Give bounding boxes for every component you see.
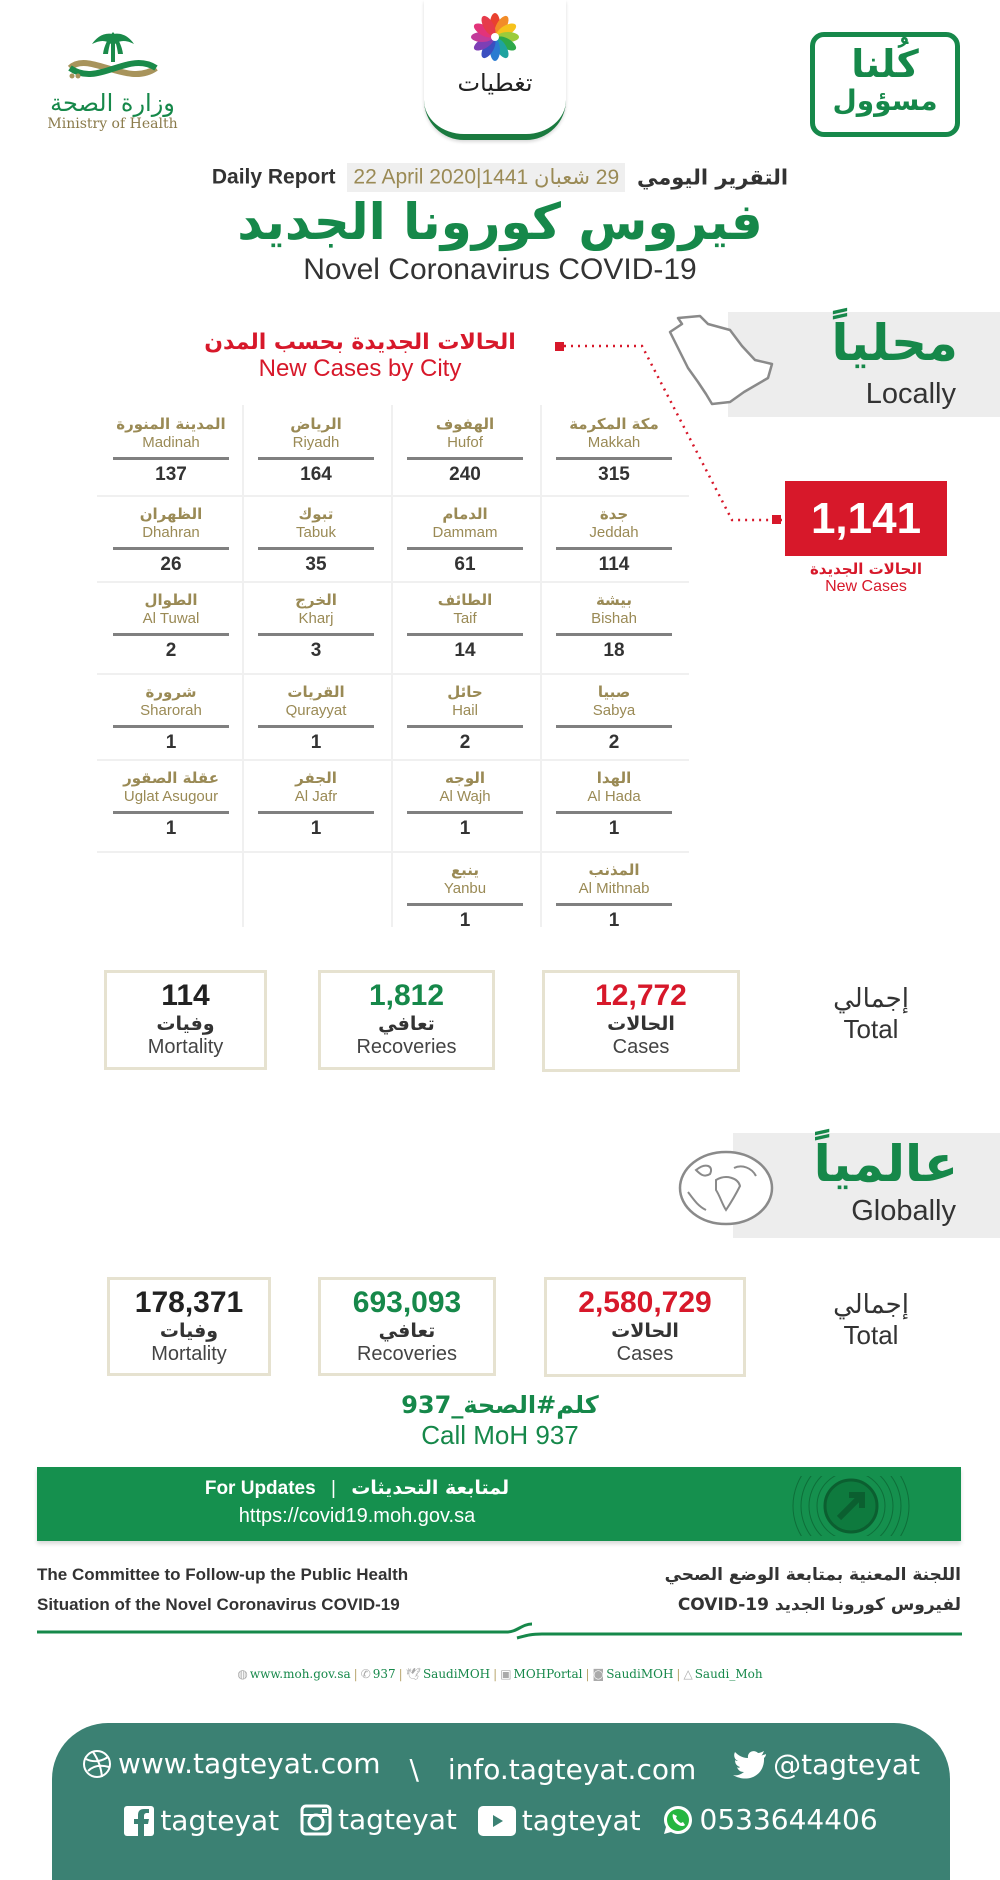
footer-email-text: info.tagteyat.com xyxy=(447,1752,697,1786)
city-new-cases: 35 xyxy=(305,554,327,575)
city-cell xyxy=(391,591,539,663)
global-mortality-ar: وفيات xyxy=(159,1320,219,1342)
local-mortality-value: 114 xyxy=(161,979,210,1012)
committee-en-line1: The Committee to Follow-up the Public Health xyxy=(37,1565,409,1584)
moh-social-label: SaudiMOH xyxy=(606,1667,674,1681)
city-new-cases: 1 xyxy=(165,732,177,753)
globally-title-en: Globally xyxy=(851,1195,956,1227)
city-name-en: Hufof xyxy=(447,434,483,451)
new-cases-label xyxy=(770,560,962,596)
city-name-ar: المذنب xyxy=(588,861,640,879)
city-cell xyxy=(97,591,245,663)
footer-instagram[interactable] xyxy=(300,1803,457,1836)
local-mortality-ar: وفيات xyxy=(156,1013,215,1035)
city-name-en: Al Mithnab xyxy=(578,880,650,897)
date-separator: | xyxy=(476,165,482,189)
city-underline xyxy=(258,811,374,814)
social-separator: | xyxy=(585,1667,590,1681)
city-name-en: Yanbu xyxy=(443,880,487,897)
facebook-icon xyxy=(124,1806,154,1836)
footer-separator: \ xyxy=(409,1752,419,1786)
global-mortality-value: 178,371 xyxy=(134,1286,244,1319)
footer-instagram-text: tagteyat xyxy=(338,1803,457,1836)
city-name-en: Bishah xyxy=(591,610,637,627)
city-name-ar: جدة xyxy=(599,505,629,523)
city-new-cases: 114 xyxy=(598,554,630,575)
arrow-circle-icon xyxy=(791,1476,911,1536)
moh-social-link[interactable] xyxy=(237,1667,350,1681)
city-underline xyxy=(556,811,672,814)
city-cell xyxy=(97,415,245,487)
city-underline xyxy=(407,457,523,460)
footer-twitter-text: @tagteyat xyxy=(773,1748,920,1781)
city-underline xyxy=(113,457,229,460)
updates-banner[interactable] xyxy=(37,1467,961,1541)
city-name-en: Dhahran xyxy=(142,524,200,541)
committee-en-line2: Situation of the Novel Coronavirus COVID-19 xyxy=(37,1595,400,1614)
moh-social-links xyxy=(0,1667,1000,1681)
city-name-ar: الهدا xyxy=(596,769,632,787)
footer-website[interactable] xyxy=(82,1747,381,1780)
city-new-cases: 1 xyxy=(459,818,471,839)
updates-heading xyxy=(37,1477,677,1500)
moh-social-link[interactable] xyxy=(406,1667,490,1681)
city-underline xyxy=(407,811,523,814)
committee-ar-line1: اللجنة المعنية بمتابعة الوضع الصحي xyxy=(664,1565,961,1585)
report-date xyxy=(347,163,625,192)
city-name-en: Kharj xyxy=(298,610,334,627)
city-new-cases: 2 xyxy=(459,732,471,753)
city-underline xyxy=(556,457,672,460)
city-name-ar: الجفر xyxy=(295,769,337,787)
footer-youtube-text: tagteyat xyxy=(521,1804,641,1837)
twitter-icon: 🕊 xyxy=(405,1667,421,1681)
global-total-label xyxy=(806,1290,936,1350)
city-underline xyxy=(258,725,374,728)
city-name-ar: الطائف xyxy=(437,591,493,609)
call-moh xyxy=(0,1390,1000,1450)
footer-whatsapp[interactable] xyxy=(662,1803,878,1836)
city-new-cases: 1 xyxy=(608,818,620,839)
global-mortality-card xyxy=(107,1277,271,1376)
local-cases-ar: الحالات xyxy=(607,1013,675,1035)
city-name-ar: القريات xyxy=(287,683,345,701)
global-total-ar: إجمالي xyxy=(833,1290,909,1320)
moh-social-label: www.moh.gov.sa xyxy=(249,1667,351,1681)
snapchat-icon: △ xyxy=(683,1667,693,1681)
social-separator: | xyxy=(353,1667,358,1681)
city-cell xyxy=(97,769,245,841)
whatsapp-icon xyxy=(662,1804,694,1836)
instagram-icon: ◙ xyxy=(592,1667,605,1681)
city-name-ar: تبوك xyxy=(298,505,334,523)
city-name-en: Taif xyxy=(453,610,477,627)
page-title-en: Novel Coronavirus COVID-19 xyxy=(303,253,697,286)
call-moh-ar: كلم#الصحة_937 xyxy=(401,1391,599,1419)
city-cases-table xyxy=(97,405,689,931)
city-cell xyxy=(391,683,539,755)
global-recoveries-en: Recoveries xyxy=(356,1343,458,1365)
local-total-ar: إجمالي xyxy=(833,984,909,1014)
global-mortality-en: Mortality xyxy=(151,1343,227,1365)
globe-icon xyxy=(676,1148,776,1228)
globe-icon: ◍ xyxy=(237,1667,248,1681)
city-cell xyxy=(242,683,390,755)
city-underline xyxy=(407,903,523,906)
global-cases-ar: الحالات xyxy=(611,1320,679,1342)
city-new-cases: 315 xyxy=(598,464,630,485)
date-hijri: 29 شعبان 1441 xyxy=(481,166,620,189)
for-updates-ar: لمتابعة التحديثات xyxy=(351,1477,510,1499)
city-name-ar: الدمام xyxy=(442,505,488,523)
city-name-ar: الظهران xyxy=(139,505,203,523)
global-recoveries-value: 693,093 xyxy=(352,1286,462,1319)
new-cases-label-en: New Cases xyxy=(825,578,907,595)
local-mortality-en: Mortality xyxy=(147,1036,224,1058)
city-name-ar: مكة المكرمة xyxy=(569,415,659,433)
locally-title-ar: محلياً xyxy=(831,314,958,372)
city-cell xyxy=(540,861,688,933)
committee-en xyxy=(37,1560,517,1620)
city-new-cases: 240 xyxy=(449,464,481,485)
for-updates-en: For Updates xyxy=(204,1478,316,1499)
city-name-en: Hail xyxy=(452,702,478,719)
moh-logo xyxy=(30,28,195,148)
city-underline xyxy=(258,633,374,636)
city-name-en: Sharorah xyxy=(140,702,202,719)
footer-youtube[interactable] xyxy=(478,1804,641,1837)
city-underline xyxy=(113,811,229,814)
instagram-icon xyxy=(300,1804,332,1836)
moh-social-link[interactable] xyxy=(593,1667,674,1681)
city-underline xyxy=(258,547,374,550)
city-underline xyxy=(113,633,229,636)
footer-twitter[interactable] xyxy=(733,1748,920,1781)
local-recoveries-card xyxy=(318,970,495,1070)
daily-report-ar: التقرير اليومي xyxy=(636,165,789,190)
daily-report-en: Daily Report xyxy=(211,165,336,189)
global-recoveries-ar: تعافي xyxy=(378,1320,436,1342)
row-divider xyxy=(97,495,689,497)
moh-name-ar: وزارة الصحة xyxy=(50,89,175,117)
city-name-en: Qurayyat xyxy=(285,702,347,719)
city-name-en: Al Wajh xyxy=(439,788,491,805)
new-cases-by-city-ar: الحالات الجديدة بحسب المدن xyxy=(204,330,516,355)
locally-title-en: Locally xyxy=(865,378,956,410)
city-underline xyxy=(556,547,672,550)
local-recoveries-ar: تعافي xyxy=(378,1013,435,1035)
kulna-masool-logo xyxy=(810,32,960,137)
moh-social-link[interactable] xyxy=(500,1667,582,1681)
youtube-icon: ▣ xyxy=(500,1667,512,1681)
moh-social-link[interactable] xyxy=(361,1667,396,1681)
city-cell xyxy=(540,415,688,487)
city-name-ar: بيشة xyxy=(595,591,633,609)
tagteyat-wordmark: تغطيات xyxy=(457,69,533,97)
city-name-ar: عقلة الصقور xyxy=(123,769,219,787)
row-divider xyxy=(97,673,689,675)
footer-whatsapp-text: 0533644406 xyxy=(699,1803,878,1836)
city-cell xyxy=(391,769,539,841)
city-new-cases: 164 xyxy=(300,464,332,485)
palm-swords-emblem-icon xyxy=(58,28,168,90)
city-new-cases: 18 xyxy=(603,640,625,661)
footer-row-1 xyxy=(52,1747,950,1786)
global-recoveries-card xyxy=(318,1277,496,1376)
moh-social-label: SaudiMOH xyxy=(422,1667,491,1681)
local-mortality-card xyxy=(104,970,267,1070)
city-underline xyxy=(113,547,229,550)
updates-url-link[interactable]: https://covid19.moh.gov.sa xyxy=(238,1505,476,1527)
city-underline xyxy=(556,725,672,728)
page-title-ar: فيروس كورونا الجديد xyxy=(237,193,763,251)
city-name-en: Tabuk xyxy=(295,524,337,541)
moh-social-label: MOHPortal xyxy=(513,1667,583,1681)
city-cell xyxy=(242,415,390,487)
call-moh-en: Call MoH 937 xyxy=(421,1420,579,1450)
city-new-cases: 2 xyxy=(165,640,177,661)
city-new-cases: 2 xyxy=(608,732,620,753)
city-underline xyxy=(407,633,523,636)
city-underline xyxy=(113,725,229,728)
city-name-ar: ينبع xyxy=(450,861,480,879)
new-cases-label-ar: الحالات الجديدة xyxy=(809,560,923,578)
city-name-en: Jeddah xyxy=(589,524,639,541)
footer-row-2 xyxy=(52,1803,950,1843)
city-name-en: Al Jafr xyxy=(294,788,338,805)
youtube-icon xyxy=(478,1806,516,1836)
city-name-en: Madinah xyxy=(142,434,200,451)
local-total-en: Total xyxy=(843,1014,899,1044)
city-underline xyxy=(258,457,374,460)
city-name-ar: حائل xyxy=(447,683,483,701)
city-name-en: Dammam xyxy=(432,524,498,541)
city-cell xyxy=(540,505,688,577)
new-cases-total: 1,141 xyxy=(785,481,947,556)
city-new-cases: 1 xyxy=(310,732,322,753)
date-gregorian: 22 April 2020 xyxy=(353,165,477,189)
city-new-cases: 61 xyxy=(454,554,476,575)
moh-social-label: 937 xyxy=(372,1667,396,1681)
city-cell xyxy=(242,769,390,841)
city-cell xyxy=(391,861,539,933)
city-cell xyxy=(97,505,245,577)
city-new-cases: 137 xyxy=(155,464,187,485)
city-new-cases: 1 xyxy=(608,910,620,931)
footer-email[interactable] xyxy=(448,1753,696,1786)
city-underline xyxy=(407,547,523,550)
city-name-ar: المدينة المنورة xyxy=(116,415,226,433)
row-divider xyxy=(97,581,689,583)
committee-ar-line2: لفيروس كورونا الجديد COVID-19 xyxy=(677,1595,961,1615)
new-cases-by-city-en: New Cases by City xyxy=(258,355,462,382)
city-new-cases: 26 xyxy=(160,554,182,575)
city-new-cases: 1 xyxy=(165,818,177,839)
row-divider xyxy=(97,851,689,853)
new-cases-by-city-heading xyxy=(150,330,570,383)
city-cell xyxy=(391,505,539,577)
twitter-icon xyxy=(733,1751,767,1779)
city-cell xyxy=(540,591,688,663)
tagteyat-logo xyxy=(424,0,566,140)
city-new-cases: 1 xyxy=(310,818,322,839)
city-name-ar: الوجه xyxy=(444,769,486,787)
footer-facebook[interactable] xyxy=(124,1804,279,1837)
dribbble-globe-icon xyxy=(82,1749,112,1779)
city-name-ar: الهفوف xyxy=(435,415,495,433)
committee-ar xyxy=(540,1560,961,1620)
local-cases-card xyxy=(542,970,740,1072)
city-underline xyxy=(556,903,672,906)
daily-report-line xyxy=(0,163,1000,192)
city-name-en: Sabya xyxy=(592,702,636,719)
social-separator: | xyxy=(493,1667,498,1681)
social-separator: | xyxy=(398,1667,403,1681)
city-cell xyxy=(391,415,539,487)
city-new-cases: 1 xyxy=(459,910,471,931)
city-name-ar: الطوال xyxy=(144,591,198,609)
globally-title-ar: عالمياً xyxy=(813,1135,958,1193)
connector-dot-end xyxy=(772,515,781,524)
city-underline xyxy=(407,725,523,728)
city-cell xyxy=(540,769,688,841)
city-new-cases: 14 xyxy=(454,640,476,661)
city-name-en: Al Hada xyxy=(587,788,641,805)
moh-social-label: Saudi_Moh xyxy=(694,1667,763,1681)
local-cases-value: 12,772 xyxy=(595,979,687,1012)
global-total-en: Total xyxy=(843,1320,899,1350)
footer-facebook-text: tagteyat xyxy=(160,1804,280,1837)
city-cell xyxy=(540,683,688,755)
social-separator: | xyxy=(676,1667,681,1681)
global-cases-card xyxy=(544,1277,746,1377)
tagteyat-footer xyxy=(52,1723,950,1880)
local-recoveries-en: Recoveries xyxy=(356,1036,457,1058)
city-cell xyxy=(242,505,390,577)
moh-social-link[interactable] xyxy=(683,1667,762,1681)
city-name-en: Riyadh xyxy=(292,434,340,451)
city-name-en: Al Tuwal xyxy=(142,610,200,627)
city-new-cases: 3 xyxy=(310,640,322,661)
row-divider xyxy=(97,759,689,761)
global-cases-en: Cases xyxy=(616,1343,674,1365)
city-cell xyxy=(97,683,245,755)
kulna-line1: كُلنا xyxy=(851,42,919,86)
moh-name-en: Ministry of Health xyxy=(47,116,178,132)
global-cases-value: 2,580,729 xyxy=(578,1286,712,1319)
local-cases-en: Cases xyxy=(612,1036,670,1058)
city-name-ar: الخرج xyxy=(295,591,337,609)
city-name-ar: شرورة xyxy=(145,683,197,701)
wave-divider xyxy=(37,1620,962,1640)
local-total-label xyxy=(806,984,936,1044)
local-recoveries-value: 1,812 xyxy=(368,979,445,1012)
city-name-ar: الرياض xyxy=(290,415,342,433)
footer-website-text: www.tagteyat.com xyxy=(118,1747,381,1780)
phone-icon: ✆ xyxy=(360,1667,371,1681)
city-name-ar: صبيا xyxy=(597,683,631,701)
kulna-line2: مسؤول xyxy=(832,84,938,117)
city-name-en: Uglat Asugour xyxy=(123,788,219,805)
flower-logo-icon xyxy=(467,12,523,62)
city-underline xyxy=(556,633,672,636)
city-cell xyxy=(242,591,390,663)
updates-separator: | xyxy=(330,1478,336,1499)
city-name-en: Makkah xyxy=(587,434,641,451)
